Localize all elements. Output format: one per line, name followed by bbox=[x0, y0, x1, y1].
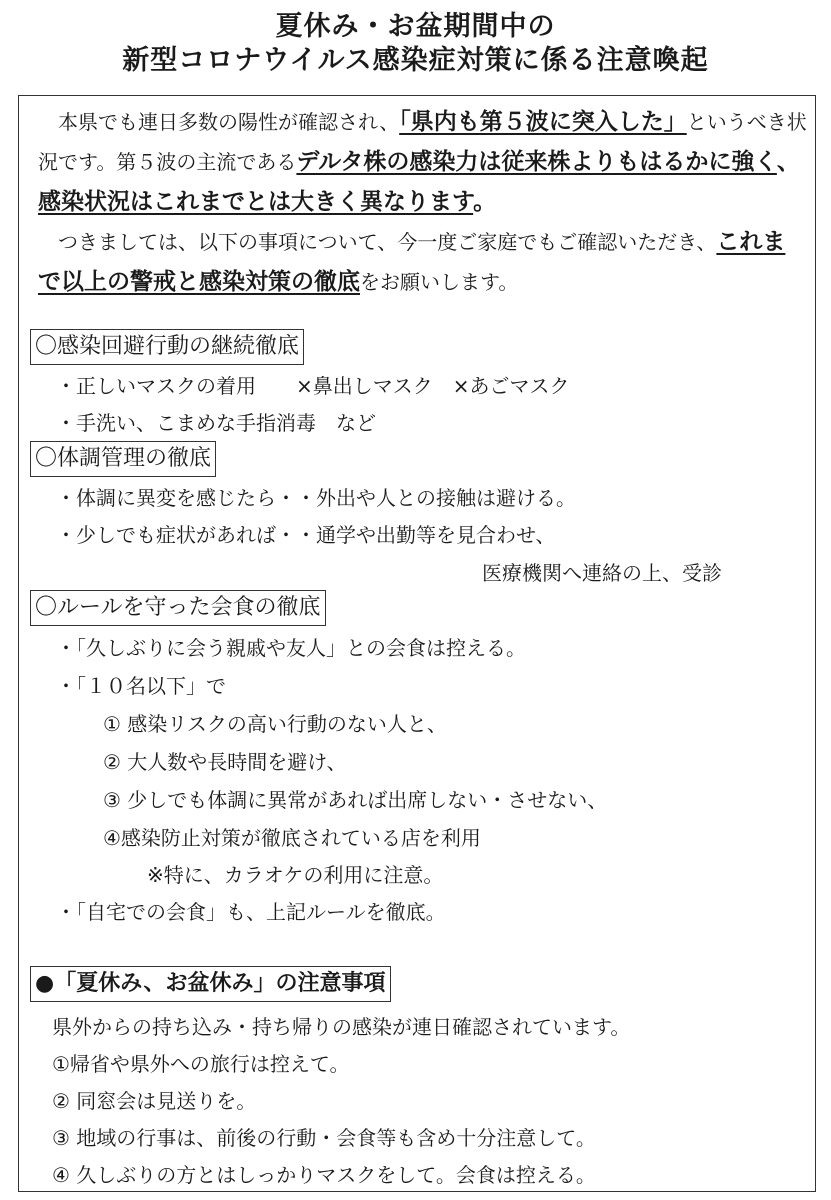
list-item-local-events: ③ 地域の行事は、前後の行動・会食等も含め十分注意して。 bbox=[52, 1126, 596, 1150]
list-item-abnormality: ・体調に異変を感じたら・・外出や人との接触は避ける。 bbox=[56, 486, 576, 510]
list-item-handwash: ・手洗い、こまめな手指消毒 など bbox=[56, 411, 376, 435]
list-subitem-3: ③ 少しでも体調に異常があれば出席しない・させない、 bbox=[103, 788, 608, 812]
list-lead-cross-border: 県外からの持ち込み・持ち帰りの感染が連日確認されています。 bbox=[52, 1015, 631, 1039]
list-item-relatives: ・「久しぶりに会う親戚や友人」との会食は控える。 bbox=[56, 636, 526, 660]
list-item-travel: ①帰省や県外への旅行は控えて。 bbox=[52, 1052, 350, 1076]
list-item-mask-reunion: ④ 久しぶりの方とはしっかりマスクをして。会食は控える。 bbox=[52, 1163, 596, 1187]
title-line-1: 夏休み・お盆期間中の bbox=[275, 11, 556, 42]
intro-text-1c: というべき状況です。第５波の主流である bbox=[38, 110, 807, 174]
list-subitem-1: ① 感染リスクの高い行動のない人と、 bbox=[103, 712, 447, 736]
list-item-consult-doctor: 医療機関へ連絡の上、受診 bbox=[482, 561, 722, 585]
list-item-symptoms: ・少しでも症状があれば・・通学や出勤等を見合わせ、 bbox=[56, 523, 556, 547]
highlight-infection-situation: 感染状況はこれまでとは大きく異なります bbox=[38, 189, 474, 215]
list-note-karaoke: ※特に、カラオケの利用に注意。 bbox=[147, 863, 444, 887]
list-item-mask: ・正しいマスクの着用 ×鼻出しマスク ×あごマスク bbox=[56, 374, 570, 398]
section-header-summer-holiday: ●「夏休み、お盆休み」の注意事項 bbox=[30, 966, 391, 1002]
intro-text bbox=[38, 102, 808, 302]
list-subitem-4: ④感染防止対策が徹底されている店を利用 bbox=[103, 826, 481, 850]
section-header-health-management: 〇体調管理の徹底 bbox=[30, 441, 216, 477]
intro-paragraph-2 bbox=[38, 222, 808, 302]
title-line-2: 新型コロナウイルス感染症対策に係る注意喚起 bbox=[122, 45, 709, 76]
list-item-ten-people: ・「１０名以下」で bbox=[56, 674, 226, 698]
list-item-reunion: ② 同窓会は見送りを。 bbox=[52, 1089, 257, 1113]
list-item-home-dining: ・「自宅での会食」も、上記ルールを徹底。 bbox=[56, 900, 446, 924]
section-header-dining-rules: 〇ルールを守った会食の徹底 bbox=[30, 590, 326, 626]
intro-paragraph-1 bbox=[38, 102, 808, 222]
intro-period: 。 bbox=[473, 189, 497, 215]
intro-text-1a: 本県でも連日多数の陽性が確認され、 bbox=[58, 110, 400, 134]
intro-text-2c: をお願いします。 bbox=[360, 270, 519, 294]
highlight-delta-strain: デルタ株の感染力は従来株よりもはるかに強く bbox=[296, 149, 777, 175]
intro-comma: 、 bbox=[776, 149, 800, 175]
section-header-infection-avoidance: 〇感染回避行動の継続徹底 bbox=[30, 329, 304, 365]
intro-text-2a: つきましては、以下の事項について、今一度ご家庭でもご確認いただき、 bbox=[58, 230, 717, 254]
highlight-fifth-wave: 「県内も第５波に突入した」 bbox=[399, 109, 687, 135]
highlight-vigilance: これまで以上の警戒と感染対策の徹底 bbox=[38, 229, 786, 295]
list-subitem-2: ② 大人数や長時間を避け、 bbox=[103, 750, 347, 774]
